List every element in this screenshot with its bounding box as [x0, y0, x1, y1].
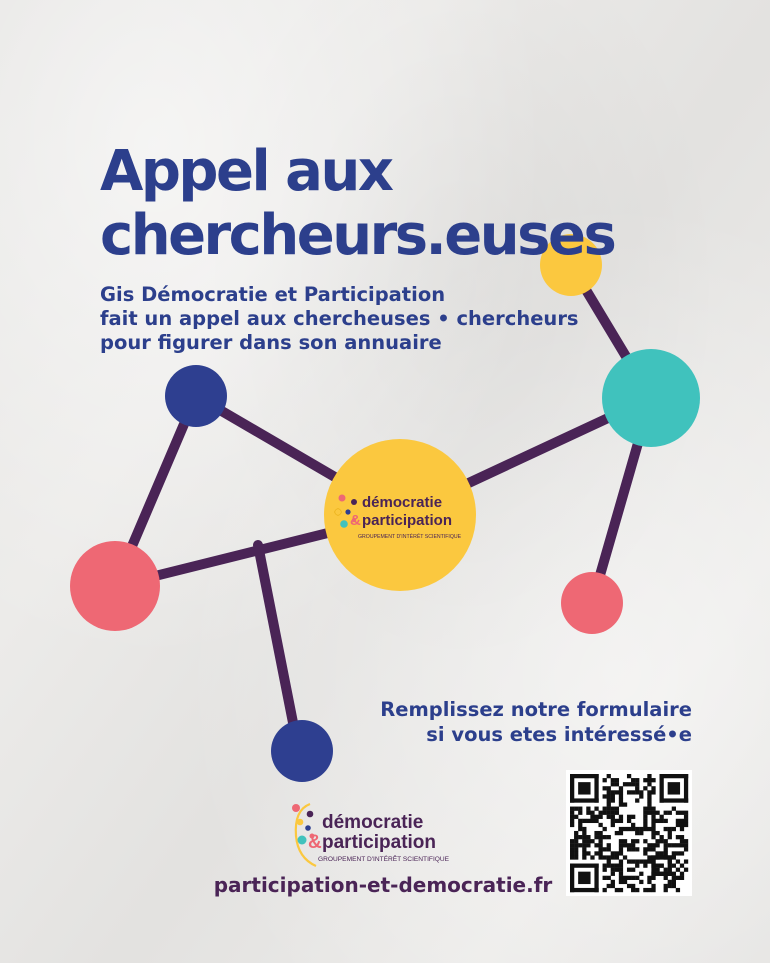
qr-code-graphic: [566, 770, 692, 896]
subtitle: [100, 283, 579, 355]
qr-code-icon[interactable]: [566, 770, 692, 896]
title-line-1: Appel aux: [100, 139, 392, 204]
center-logo: [330, 490, 480, 550]
edge-branch-down: [258, 545, 298, 748]
title-line-2: chercheurs.euses: [100, 203, 615, 268]
bottom-logo-amp: &: [308, 832, 322, 853]
center-logo-amp: &: [350, 512, 361, 529]
website-url-text[interactable]: participation-et-democratie.fr: [213, 873, 553, 897]
bottom-logo: [288, 800, 488, 870]
bottom-logo-tagline: GROUPEMENT D'INTÉRÊT SCIENTIFIQUE: [318, 856, 450, 863]
subtitle-line-3: pour figurer dans son annuaire: [100, 331, 442, 354]
form-call-to-action: [380, 697, 692, 747]
cta-line-2: si vous etes intéressé•e: [426, 723, 692, 746]
subtitle-line-2: fait un appel aux chercheuses • chercheurs: [100, 307, 579, 330]
node-teal: [602, 349, 700, 447]
center-logo-tagline: GROUPEMENT D'INTÉRÊT SCIENTIFIQUE: [358, 534, 462, 540]
cta-line-1: Remplissez notre formulaire: [380, 698, 692, 721]
bottom-logo-word1: démocratie: [322, 812, 424, 833]
subtitle-line-1: Gis Démocratie et Participation: [100, 283, 446, 306]
node-blue-top: [165, 365, 227, 427]
node-blue-bottom: [271, 720, 333, 782]
bottom-logo-word2: participation: [322, 832, 437, 853]
center-logo-word1: démocratie: [362, 494, 443, 511]
node-coral-small: [561, 572, 623, 634]
center-logo-word2: participation: [362, 512, 453, 529]
node-coral-large: [70, 541, 160, 631]
page-title: [100, 140, 614, 268]
